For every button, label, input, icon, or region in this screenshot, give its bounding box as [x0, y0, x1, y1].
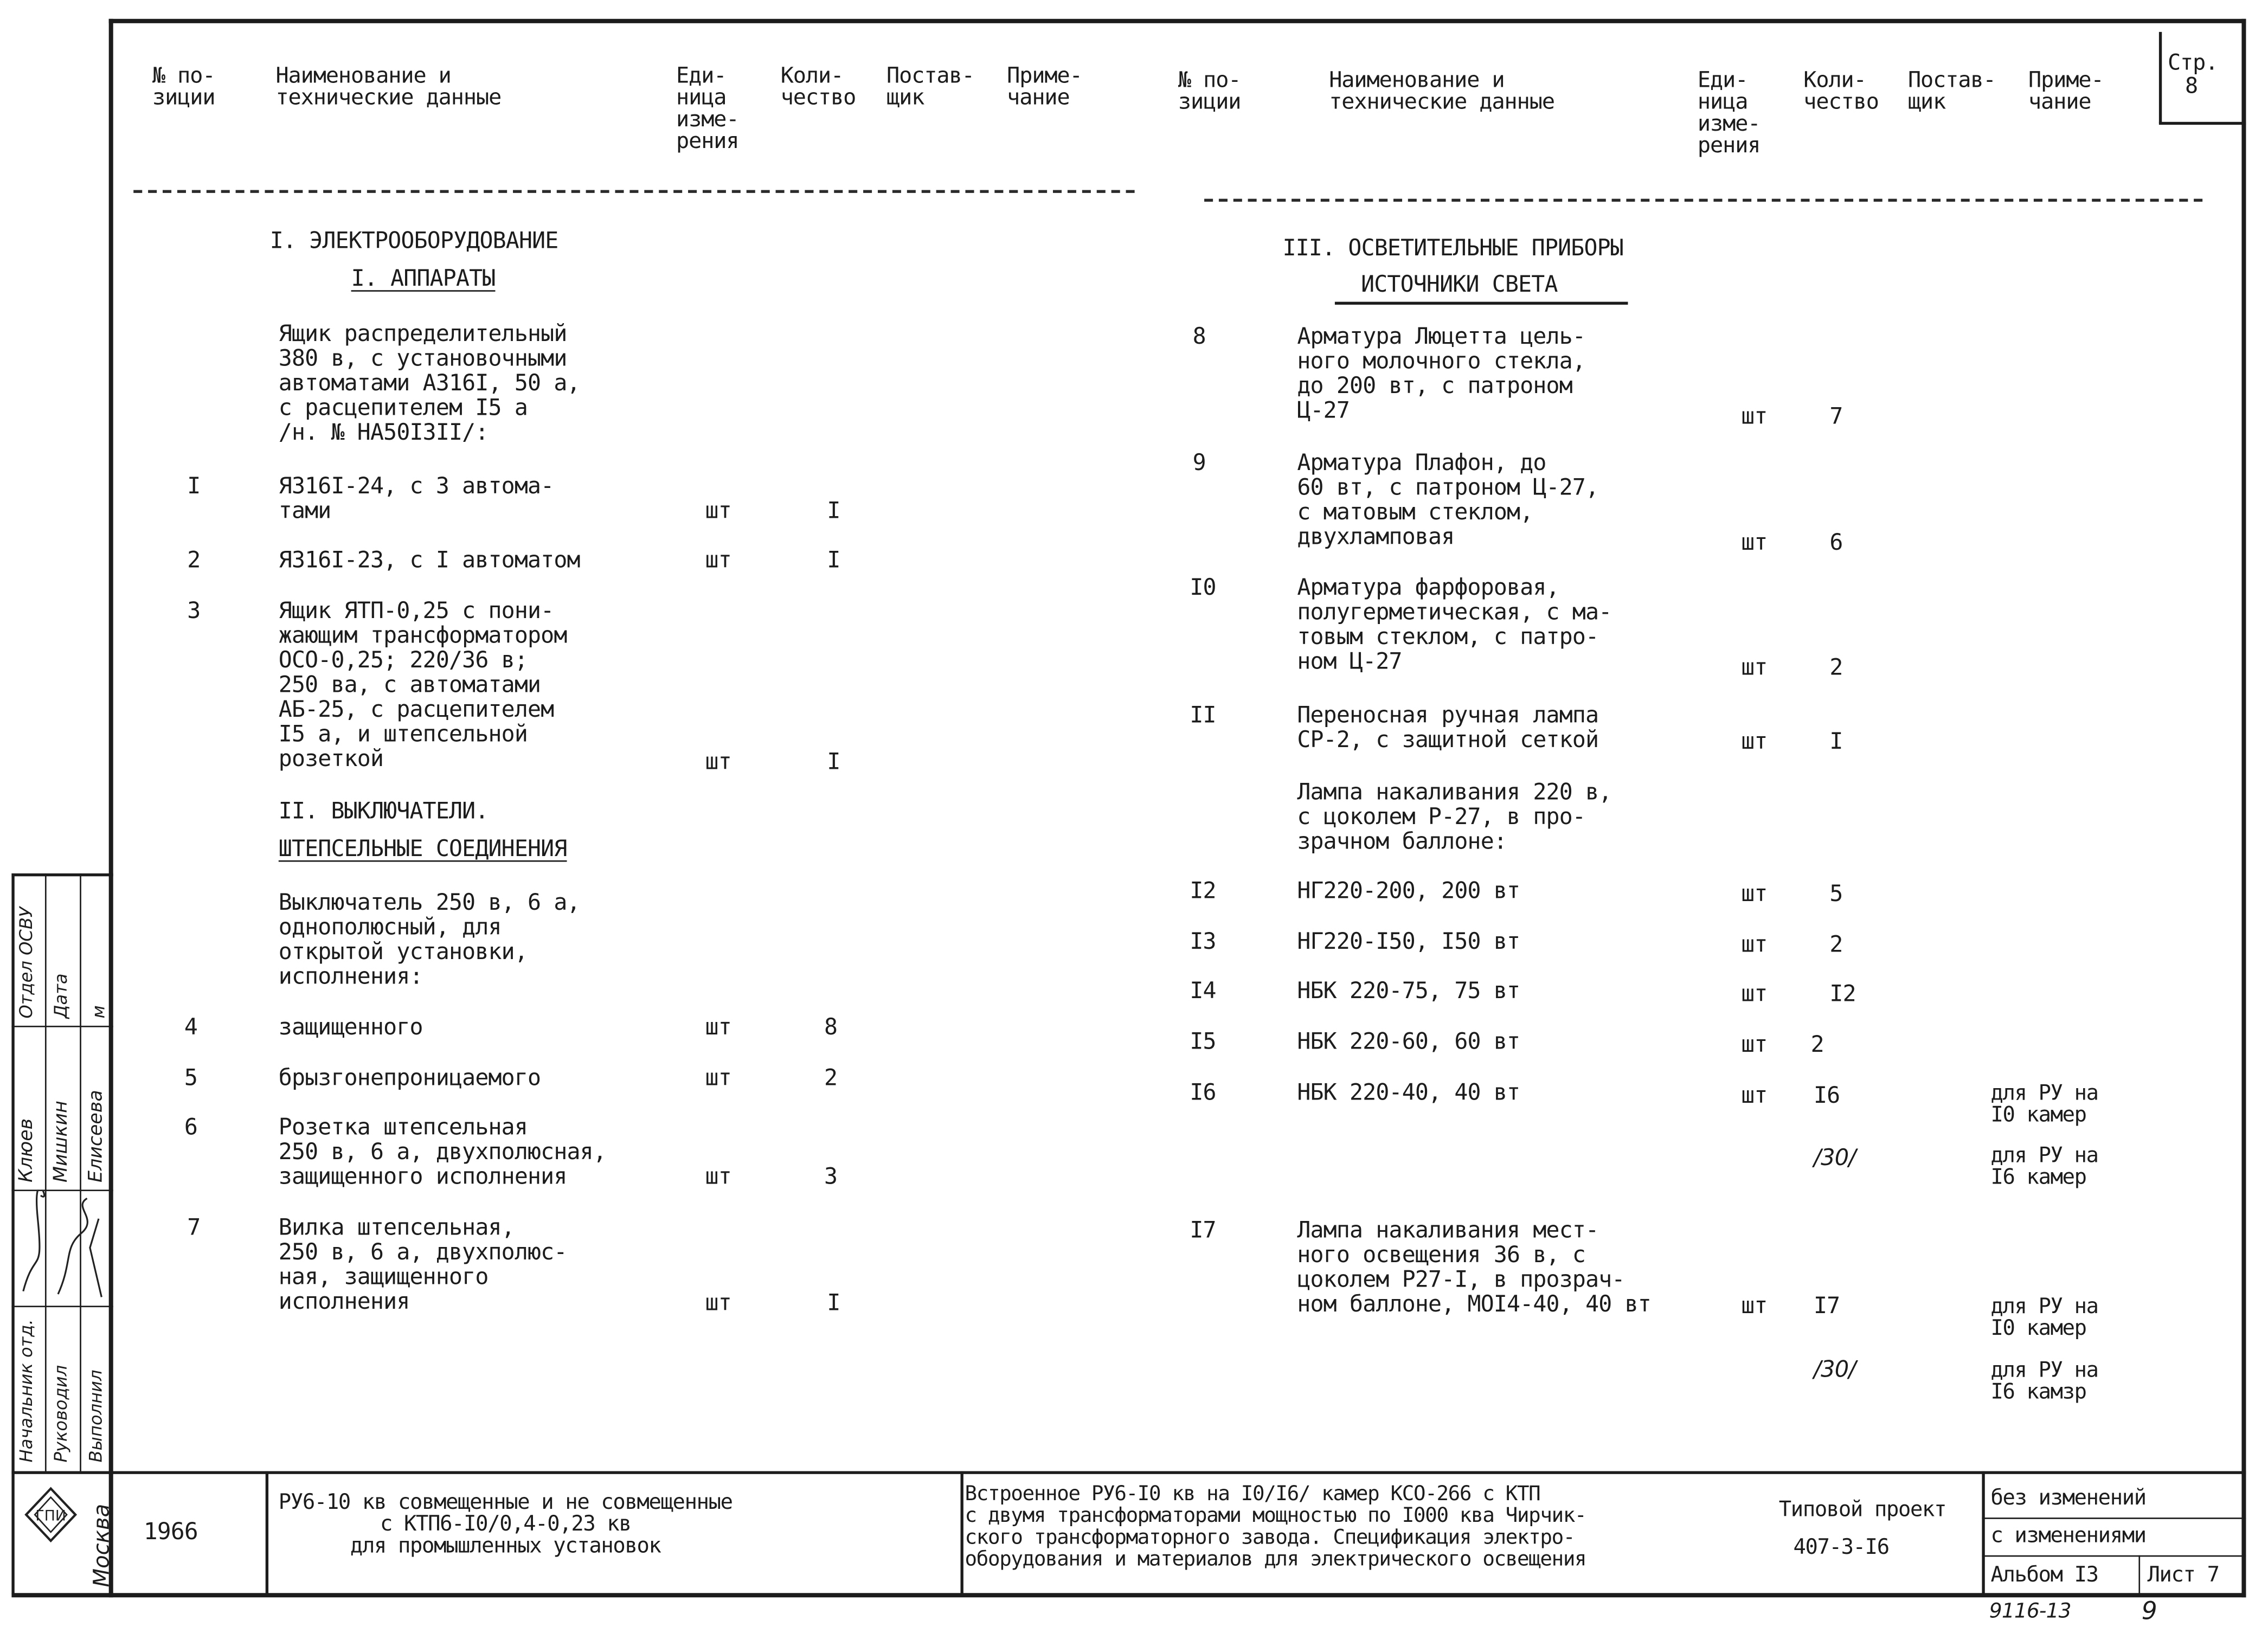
item-16-name: НБК 220-40, 40 вт [1297, 1079, 1520, 1106]
item-11-unit: шт [1741, 728, 1768, 755]
signature-marks [15, 1190, 111, 1306]
item-5-qty: 2 [824, 1065, 838, 1091]
titleblock-h1 [1982, 1518, 2246, 1519]
item-16-note-alt: для РУ на I6 камер [1990, 1145, 2098, 1190]
item-17-pos: I7 [1190, 1217, 1216, 1244]
item-15-pos: I5 [1190, 1028, 1216, 1055]
subsection-plug-connections: ШТЕПСЕЛЬНЫЕ СОЕДИНЕНИЯ [278, 835, 567, 862]
item-13-unit: шт [1741, 931, 1768, 958]
section-switches: II. ВЫКЛЮЧАТЕЛИ. [278, 798, 489, 824]
header-divider-right [1204, 199, 2202, 202]
stamp-department: Отдел ОСВУ [16, 906, 36, 1019]
header-left-qty: Коли- чество [780, 62, 856, 111]
item-9-qty: 6 [1829, 529, 1843, 556]
stamp-row-3 [11, 1306, 113, 1307]
header-left-name: Наименование и технические данные [275, 62, 502, 111]
item-1-qty: I [827, 497, 840, 524]
intro-distribution-box: Ящик распределительный 380 в, с установочными автоматами А316I, 50 а, с расцепителем I5 а /н. № НА50I3II/: [278, 320, 580, 446]
item-1-name: Я316I-24, с 3 автома- тами [278, 473, 554, 524]
item-7-name: Вилка штепсельная, 250 в, 6 а, двухполюс- ная, защищенного исполнения [278, 1214, 567, 1315]
status-unchanged: без изменений [1990, 1487, 2146, 1510]
item-6-name: Розетка штепсельная 250 в, 6 а, двухполюсная, защищенного исполнения [278, 1114, 607, 1190]
title-series: РУ6-10 кв совмещенные и не совмещенные с КТП6-I0/0,4-0,23 кв для промышленных установок [278, 1491, 733, 1559]
handwritten-page: 9 [2141, 1597, 2157, 1626]
item-10-name: Арматура фарфоровая, полугерметическая, с ма- товым стеклом, с патро- ном Ц-27 [1297, 574, 1612, 675]
item-8-unit: шт [1741, 403, 1768, 430]
item-6-pos: 6 [184, 1114, 198, 1141]
stamp-date-label: Дата [50, 973, 72, 1019]
intro-switch: Выключатель 250 в, 6 а, однополюсный, для открытой установки, исполнения: [278, 889, 580, 990]
item-14-unit: шт [1741, 980, 1768, 1007]
stamp-row-1 [11, 1026, 113, 1027]
titleblock-top [109, 1471, 2246, 1474]
item-4-name: защищенного [278, 1014, 423, 1040]
item-4-qty: 8 [824, 1014, 838, 1040]
item-7-unit: шт [705, 1289, 731, 1316]
svg-text:ГПИ: ГПИ [35, 1507, 66, 1525]
stamp-role-head: Начальник отд. [16, 1319, 36, 1463]
item-14-name: НБК 220-75, 75 вт [1297, 978, 1520, 1004]
item-1-unit: шт [705, 497, 731, 524]
item-4-unit: шт [705, 1014, 731, 1040]
page-label: Стр. [2167, 49, 2218, 76]
item-13-name: НГ220-I50, I50 вт [1297, 928, 1520, 955]
item-10-unit: шт [1741, 654, 1768, 681]
item-1-pos: I [187, 473, 201, 499]
item-16-qty-alt: /30/ [1814, 1145, 1856, 1171]
item-5-name: брызгонепроницаемого [278, 1065, 541, 1091]
header-left-unit: Еди- ница изме- рения [676, 62, 739, 154]
header-right-name: Наименование и технические данные [1329, 67, 1554, 115]
light-sources-underline [1335, 302, 1628, 305]
frame-left [109, 19, 113, 1597]
stamp-col-2 [80, 873, 81, 1471]
header-left-pos: № по- зиции [152, 62, 215, 111]
frame-top [109, 19, 2246, 23]
item-8-qty: 7 [1829, 403, 1843, 430]
stamp-role-lead: Руководил [50, 1365, 72, 1463]
item-12-unit: шт [1741, 880, 1768, 907]
item-12-name: НГ220-200, 200 вт [1297, 877, 1520, 904]
stamp-name-2: Мишкин [50, 1101, 73, 1182]
frame-bottom [11, 1593, 2246, 1597]
album-number: Альбом I3 [1990, 1564, 2098, 1587]
page-number: 8 [2185, 72, 2198, 99]
item-14-pos: I4 [1190, 978, 1216, 1004]
handwritten-code: 9116-13 [1989, 1600, 2071, 1624]
stamp-role-exec: Выполнил [85, 1370, 106, 1463]
header-left-supplier: Постав- щик [886, 62, 974, 111]
item-10-qty: 2 [1829, 654, 1843, 681]
item-17-qty: I7 [1814, 1293, 1840, 1319]
titleblock-v4 [2138, 1555, 2140, 1596]
item-6-unit: шт [705, 1163, 731, 1190]
item-13-pos: I3 [1190, 928, 1216, 955]
stamp-name-3: Елисеева [85, 1090, 108, 1182]
item-5-pos: 5 [184, 1065, 198, 1091]
header-right-pos: № по- зиции [1178, 67, 1241, 115]
item-17-unit: шт [1741, 1293, 1768, 1319]
city-label: Москва [88, 1503, 115, 1587]
sheet-number: Лист 7 [2147, 1564, 2219, 1587]
item-16-note: для РУ на I0 камер [1990, 1082, 2098, 1128]
titleblock-v1 [266, 1471, 268, 1596]
section-lighting: III. ОСВЕТИТЕЛЬНЫЕ ПРИБОРЫ [1282, 235, 1623, 261]
item-2-unit: шт [705, 547, 731, 574]
item-7-qty: I [827, 1289, 840, 1316]
item-10-pos: I0 [1190, 574, 1216, 601]
section-electro: I. ЭЛЕКТРООБОРУДОВАНИЕ [269, 228, 558, 254]
item-8-name: Арматура Люцетта цель- ного молочного стекла, до 200 вт, с патроном Ц-27 [1297, 323, 1586, 424]
item-2-name: Я316I-23, с I автоматом [278, 547, 580, 574]
stamp-date-value: м [88, 1005, 109, 1019]
item-2-qty: I [827, 547, 840, 574]
item-13-qty: 2 [1829, 931, 1843, 958]
item-16-unit: шт [1741, 1082, 1768, 1109]
pagebox-left [2159, 32, 2162, 124]
item-9-pos: 9 [1192, 449, 1206, 476]
item-12-pos: I2 [1190, 877, 1216, 904]
item-3-unit: шт [705, 748, 731, 775]
header-right-supplier: Постав- щик [1907, 67, 1996, 115]
item-9-name: Арматура Плафон, до 60 вт, с патроном Ц-27, с матовым стеклом, двухламповая [1297, 449, 1599, 550]
item-3-pos: 3 [187, 597, 201, 624]
project-label: Типовой проект [1778, 1499, 1946, 1522]
titleblock-h2 [1982, 1555, 2246, 1557]
item-6-qty: 3 [824, 1163, 838, 1190]
stamp-name-1: Клюев [16, 1118, 38, 1182]
status-changed: с изменениями [1990, 1525, 2146, 1548]
item-14-qty: I2 [1829, 980, 1856, 1007]
stamp-col-1 [45, 873, 47, 1471]
header-left-note: Приме- чание [1007, 62, 1082, 111]
item-12-qty: 5 [1829, 880, 1843, 907]
item-2-pos: 2 [187, 547, 201, 574]
item-3-name: Ящик ЯТП-0,25 с пони- жающим трансформатором ОСО-0,25; 220/36 в; 250 ва, с автоматами АБ-25, с расцепителем I5 а, и штепсельной розеткой [278, 597, 567, 772]
item-17-note: для РУ на I0 камер [1990, 1295, 2098, 1341]
titleblock-v3 [1982, 1471, 1984, 1596]
pagebox-bottom [2159, 122, 2246, 125]
item-3-qty: I [827, 748, 840, 775]
title-description: Встроенное РУ6-I0 кв на I0/I6/ камер КСО-266 с КТП с двумя трансформаторами мощностью по I000 ква Чирчик- ского трансформаторного завода. Спецификация электро- оборудования и материалов для электрического освещения [965, 1482, 1586, 1572]
item-9-unit: шт [1741, 529, 1768, 556]
header-divider-left [133, 190, 1134, 193]
item-16-qty: I6 [1814, 1082, 1840, 1109]
year: 1966 [143, 1518, 198, 1545]
stamp-bottom-edge [11, 1471, 113, 1474]
item-15-qty: 2 [1810, 1031, 1824, 1058]
item-11-name: Переносная ручная лампа СР-2, с защитной сеткой [1297, 702, 1599, 753]
item-4-pos: 4 [184, 1014, 198, 1040]
project-number: 407-3-I6 [1793, 1536, 1889, 1560]
item-5-unit: шт [705, 1065, 731, 1091]
subsection-light-sources: ИСТОЧНИКИ СВЕТА [1361, 271, 1558, 298]
item-17-note-alt: для РУ на I6 камзр [1990, 1359, 2098, 1405]
item-11-qty: I [1829, 728, 1843, 755]
titleblock-v2 [961, 1471, 963, 1596]
item-17-qty-alt: /30/ [1814, 1356, 1856, 1383]
stamp-top-edge [11, 873, 113, 876]
item-15-unit: шт [1741, 1031, 1768, 1058]
subsection-apparatus: I. АППАРАТЫ [351, 265, 496, 292]
item-16-pos: I6 [1190, 1079, 1216, 1106]
item-11-pos: II [1190, 702, 1216, 729]
frame-right [2241, 19, 2246, 1597]
item-17-name: Лампа накаливания мест- ного освещения 36 в, с цоколем Р27-I, в прозрач- ном баллоне, МОI4-40, 40 вт [1297, 1217, 1651, 1317]
institute-logo-icon [20, 1483, 81, 1584]
item-7-pos: 7 [187, 1214, 201, 1240]
intro-incandescent-lamp: Лампа накаливания 220 в, с цоколем Р-27, в про- зрачном баллоне: [1297, 779, 1612, 855]
header-right-note: Приме- чание [2028, 67, 2104, 115]
header-right-unit: Еди- ница изме- рения [1697, 67, 1761, 158]
header-right-qty: Коли- чество [1803, 67, 1879, 115]
item-8-pos: 8 [1192, 323, 1206, 350]
item-15-name: НБК 220-60, 60 вт [1297, 1028, 1520, 1055]
